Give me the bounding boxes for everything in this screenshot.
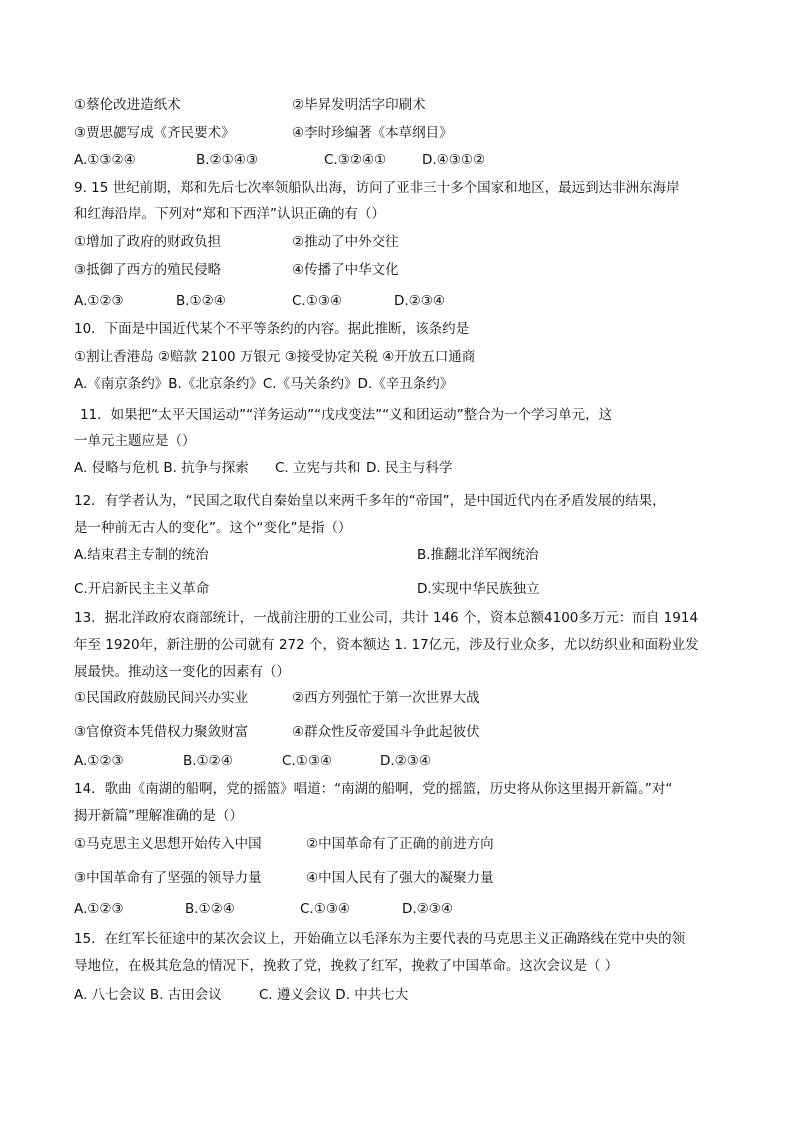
q13-stem-line-3: 展最快。推动这一变化的因素有（） [74,664,290,680]
q8-item-1: ①蔡伦改进造纸术 [74,97,181,113]
q12-option-c: C.开启新民主主义革命 [74,581,210,597]
q8-option-a: A.①③②④ [74,152,136,168]
q13-item-4: ④群众性反帝爱国斗争此起彼伏 [292,724,480,740]
q9-option-c: C.①③④ [292,293,343,309]
q11-option-d: D. 民主与科学 [366,460,453,476]
q13-stem-line-2: 年至 1920年，新注册的公司就有 272 个，资本额达 1. 17亿元，涉及行业众多，尤以纺织业和面粉业发 [74,637,699,653]
q8-option-b: B.②①④③ [196,152,258,168]
q11-stem-line-2: 一单元主题应是（） [74,433,196,449]
q14-option-b: B.①②④ [185,901,235,917]
q9-option-d: D.②③④ [394,293,445,309]
q9-item-1: ①增加了政府的财政负担 [74,234,222,250]
q8-option-c: C.③②④① [324,152,387,168]
q12-option-d: D.实现中华民族独立 [417,581,540,597]
q13-item-1: ①民国政府鼓励民间兴办实业 [74,690,249,706]
q9-item-4: ④传播了中华文化 [292,262,399,278]
q14-item-3: ③中国革命有了坚强的领导力量 [74,870,262,886]
q9-item-3: ③抵御了西方的殖民侵略 [74,262,222,278]
q14-stem-line-2: 揭开新篇”理解准确的是（） [74,808,243,824]
q14-option-a: A.①②③ [74,901,124,917]
q9-stem-line-1: 9. 15 世纪前期，郑和先后七次率领船队出海，访问了亚非三十多个国家和地区，最远到达非洲东海岸 [74,180,680,196]
q15-option-cd: C. 遵义会议 D. 中共七大 [259,987,409,1003]
q8-item-4: ④李时珍编著《本草纲目》 [292,125,453,141]
q8-option-d: D.④③①② [422,152,486,168]
q11-option-ab: A. 侵略与危机 B. 抗争与探索 [74,460,249,476]
q13-item-3: ③官僚资本凭借权力聚敛财富 [74,724,249,740]
q11-option-c: C. 立宪与共和 [275,460,361,476]
q12-stem-line-2: 是一种前无古人的变化”。这个“变化”是指（） [74,520,352,536]
q10-options: A.《南京条约》B.《北京条约》C.《马关条约》D.《辛丑条约》 [74,376,454,392]
q9-option-b: B.①②④ [176,293,226,309]
q9-item-2: ②推动了中外交往 [292,234,399,250]
q13-option-d: D.②③④ [380,753,431,769]
q15-option-ab: A. 八七会议 B. 古田会议 [74,987,222,1003]
q13-option-b: B.①②④ [183,753,233,769]
q14-item-1: ①马克思主义思想开始传入中国 [74,836,262,852]
q13-option-c: C.①③④ [282,753,333,769]
q11-stem-line-1: 11．如果把“太平天国运动”“洋务运动”“戊戌变法”“义和团运动”整合为一个学习单元，这 [80,407,613,423]
q12-option-b: B.推翻北洋军阀统治 [417,547,539,563]
q10-items: ①割让香港岛 ②赔款 2100 万银元 ③接受协定关税 ④开放五口通商 [74,349,476,365]
q14-option-c: C.①③④ [300,901,351,917]
q14-stem-line-1: 14．歌曲《南湖的船啊，党的摇篮》唱道：“南湖的船啊，党的摇篮，历史将从你这里揭开新篇。”对“ [74,781,673,797]
q14-option-d: D.②③④ [402,901,453,917]
q12-option-a: A.结束君主专制的统治 [74,547,209,563]
q12-stem-line-1: 12．有学者认为，“民国之取代自秦始皇以来两千多年的“帝国”，是中国近代内在矛盾发展的结果， [74,493,666,509]
q8-item-3: ③贾思勰写成《齐民要术》 [74,125,235,141]
q9-stem-line-2: 和红海沿岸。下列对“郑和下西洋”认识正确的有（） [74,206,385,222]
q13-stem-line-1: 13．据北洋政府农商部统计，一战前注册的工业公司，共计 146 个，资本总额4100多万元：而自 1914 [74,610,699,626]
q14-item-2: ②中国革命有了正确的前进方向 [306,836,494,852]
q9-option-a: A.①②③ [74,293,124,309]
q15-stem-line-2: 导地位，在极其危急的情况下，挽救了党，挽救了红军，挽救了中国革命。这次会议是（ ） [74,958,619,974]
q10-stem: 10．下面是中国近代某个不平等条约的内容。据此推断，该条约是 [74,321,470,337]
q15-stem-line-1: 15．在红军长征途中的某次会议上，开始确立以毛泽东为主要代表的马克思主义正确路线在党中央的领 [74,931,686,947]
q8-item-2: ②毕昇发明活字印刷术 [292,97,426,113]
q14-item-4: ④中国人民有了强大的凝聚力量 [306,870,494,886]
q13-item-2: ②西方列强忙于第一次世界大战 [292,690,480,706]
q13-option-a: A.①②③ [74,753,124,769]
